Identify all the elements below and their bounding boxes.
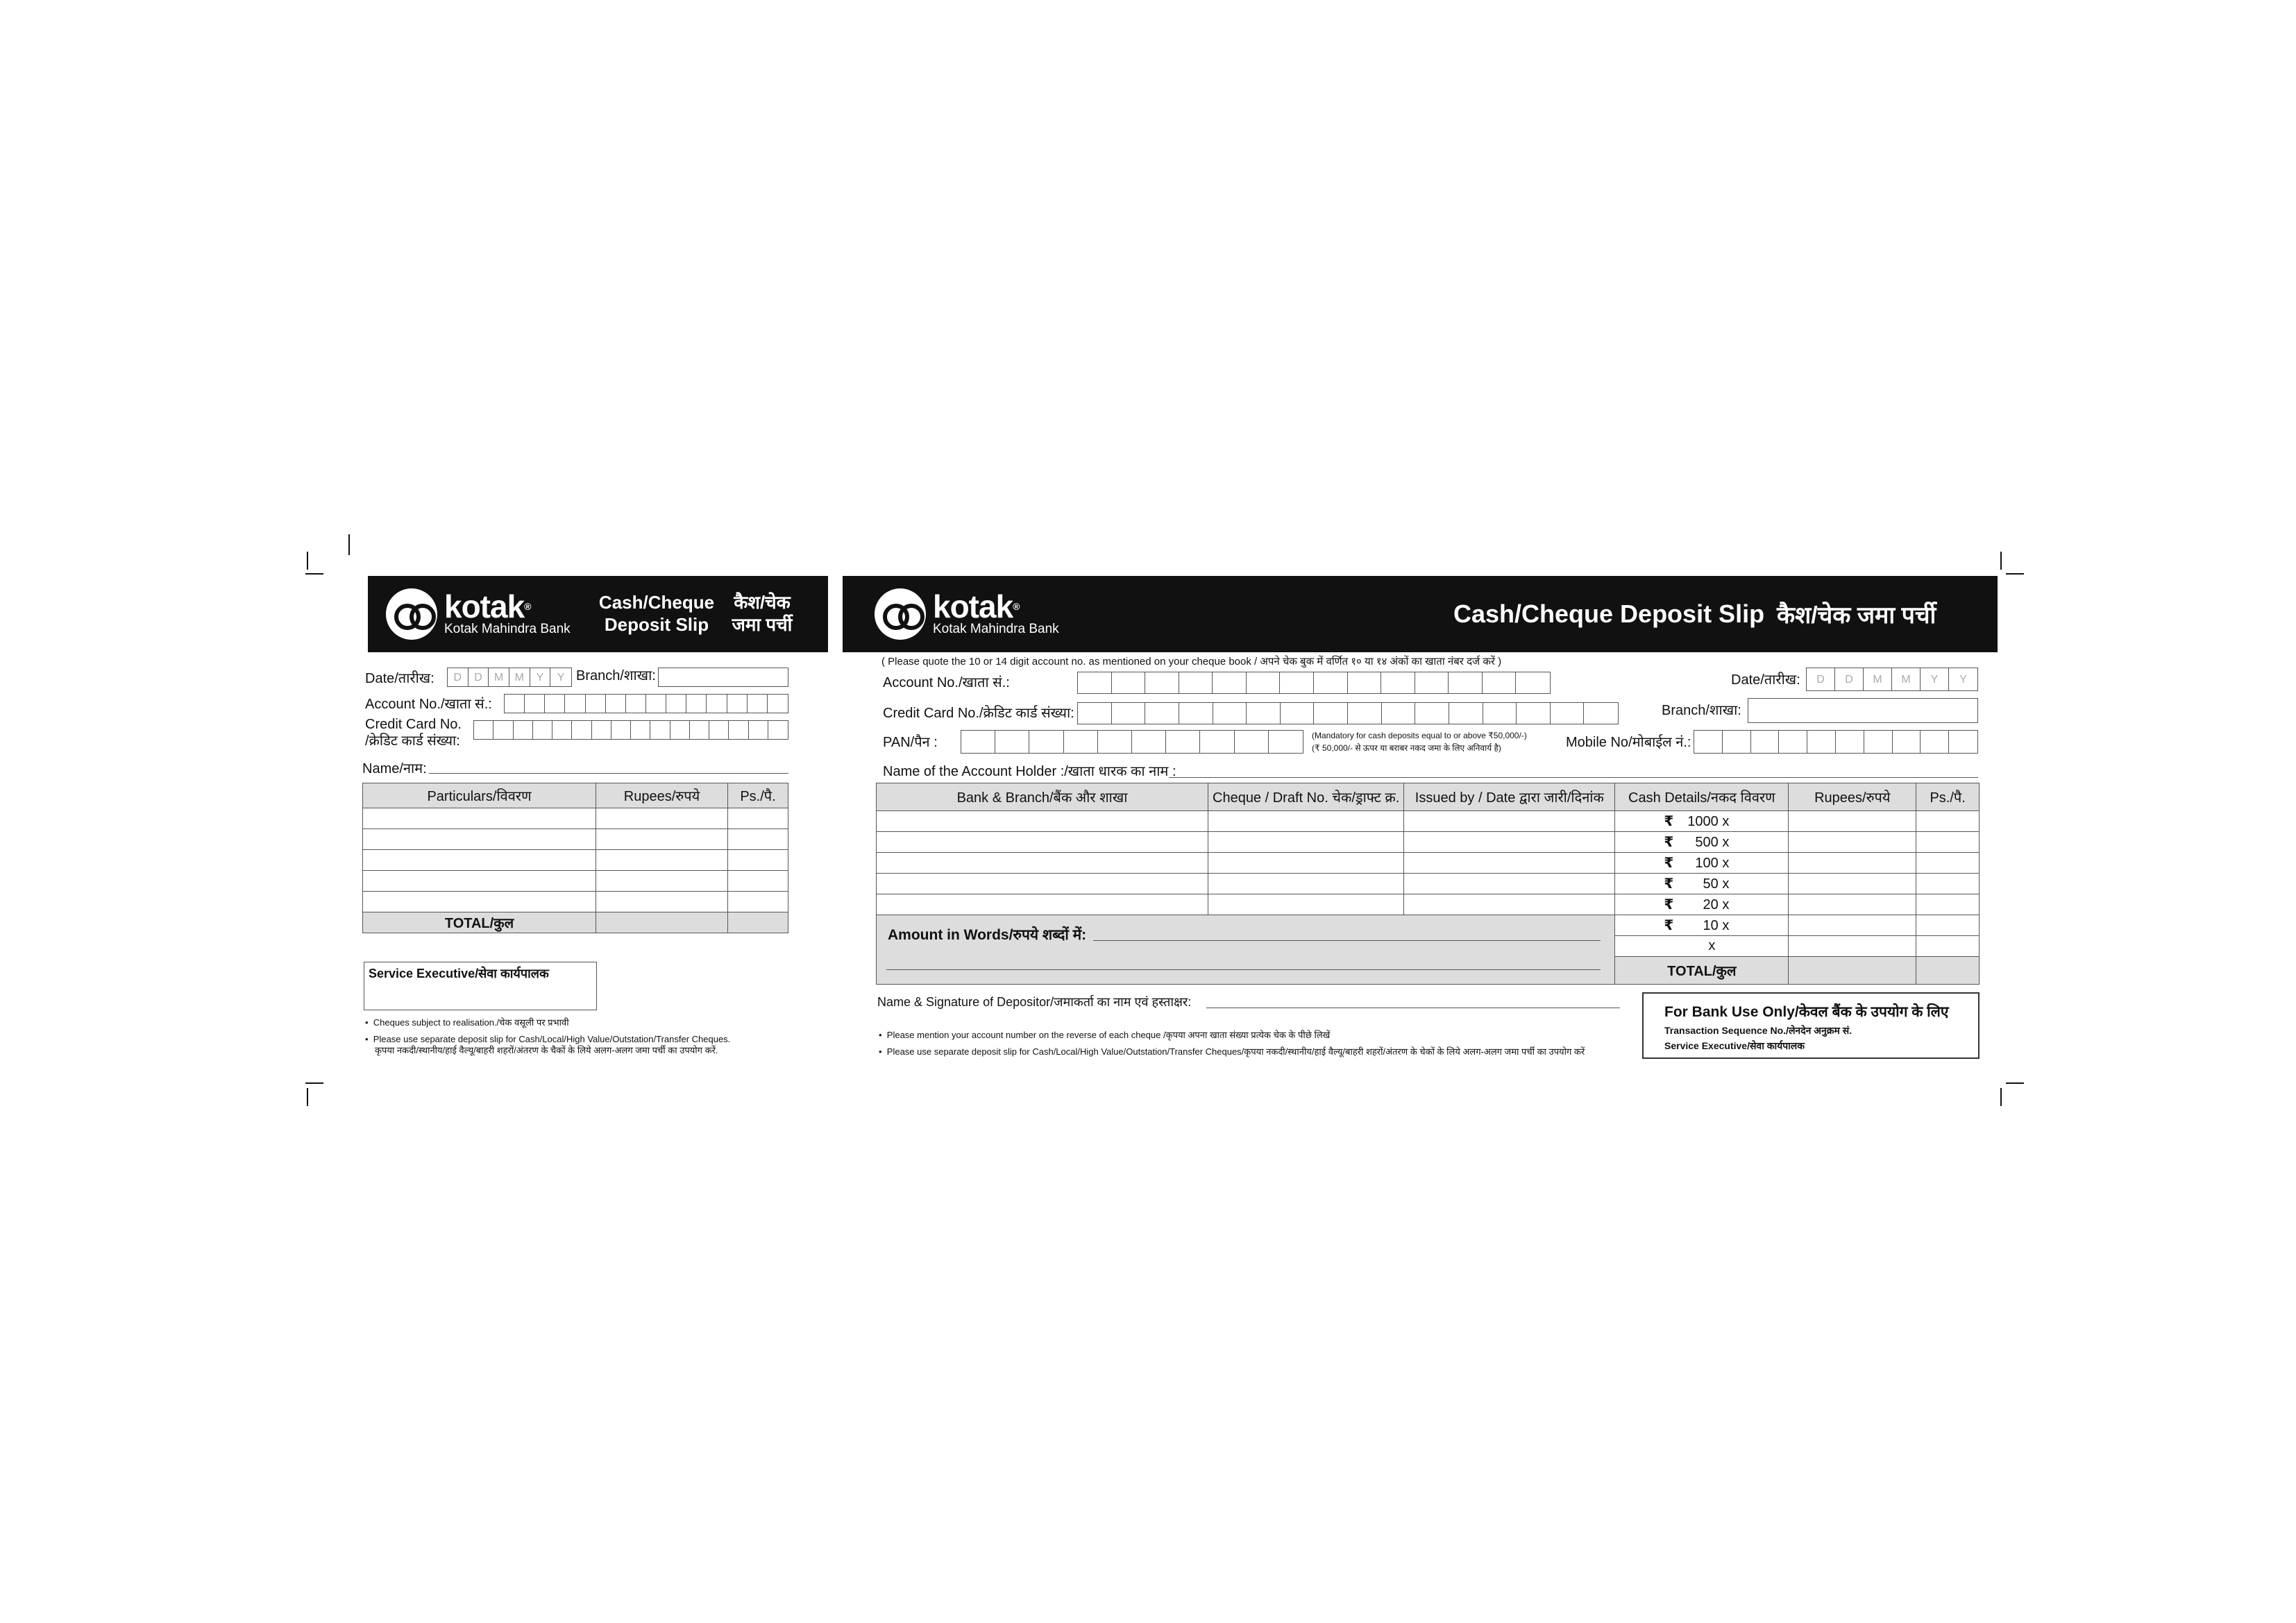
col-particulars: Particulars/विवरण	[363, 783, 596, 808]
digit-box[interactable]	[1807, 731, 1836, 753]
table-row[interactable]	[877, 894, 1980, 915]
digit-box[interactable]	[1213, 703, 1247, 724]
digit-box[interactable]	[670, 721, 690, 739]
digit-box[interactable]: M	[489, 668, 509, 686]
digit-box[interactable]: D	[448, 668, 469, 686]
digit-box[interactable]	[1751, 731, 1780, 753]
main-header	[843, 576, 1998, 652]
digit-box[interactable]	[1483, 703, 1517, 724]
denomination-cell: ₹ 100 x	[1615, 853, 1789, 874]
counterfoil-credit-label: Credit Card No.	[365, 717, 462, 732]
digit-box[interactable]	[709, 721, 729, 739]
denomination-cell: ₹ 500 x	[1615, 832, 1789, 853]
digit-box[interactable]	[545, 695, 565, 713]
digit-box[interactable]	[1864, 731, 1893, 753]
digit-box[interactable]: D	[1835, 668, 1864, 690]
main-deposit-table	[876, 783, 1980, 985]
digit-box[interactable]	[1247, 703, 1281, 724]
amount-in-words-box[interactable]: Amount in Words/रुपये शब्दों में:	[877, 915, 1615, 985]
depositor-signature-label: Name & Signature of Depositor/जमाकर्ता का नाम एवं हस्ताक्षर:	[877, 995, 1192, 1009]
digit-box[interactable]	[1517, 703, 1551, 724]
counterfoil-title-en: Cash/Cheque	[598, 592, 715, 613]
col-bank-branch: Bank & Branch/बैंक और शाखा	[877, 783, 1208, 811]
counterfoil-branch-label: Branch/शाखा:	[576, 668, 656, 683]
digit-box[interactable]	[606, 695, 626, 713]
digit-box[interactable]	[1269, 731, 1303, 753]
digit-box[interactable]	[1112, 703, 1146, 724]
digit-box[interactable]	[768, 721, 788, 739]
digit-box[interactable]	[1029, 731, 1063, 753]
digit-box[interactable]	[1921, 731, 1949, 753]
crop-mark	[307, 1088, 308, 1106]
table-row[interactable]	[877, 853, 1980, 874]
denomination-cell: x	[1615, 936, 1789, 957]
digit-box[interactable]	[1235, 731, 1269, 753]
account-quote-note: ( Please quote the 10 or 14 digit account no. as mentioned on your cheque book / अपने चेक बुक में वर्णित १० या १४ अंकों का खाता नंबर दर्ज करें )	[881, 656, 1502, 668]
digit-box[interactable]: D	[469, 668, 489, 686]
digit-box[interactable]	[626, 695, 646, 713]
digit-box[interactable]	[707, 695, 727, 713]
main-title-hi: कैश/चेक जमा पर्ची	[1777, 602, 1936, 629]
counterfoil-name-label: Name/नाम:	[362, 761, 427, 776]
crop-mark	[2006, 1082, 2024, 1084]
digit-box[interactable]: Y	[557, 672, 565, 683]
col-rupees: Rupees/रुपये	[596, 783, 728, 808]
pan-label: PAN/पैन :	[883, 735, 938, 750]
digit-box[interactable]: M	[1864, 668, 1892, 690]
digit-box[interactable]	[995, 731, 1029, 753]
main-date-label: Date/तारीख:	[1731, 672, 1800, 688]
crop-mark	[2000, 1088, 2002, 1106]
digit-box[interactable]	[961, 731, 995, 753]
counterfoil-credit-card-field[interactable]	[473, 720, 788, 740]
main-total-paise[interactable]	[1916, 957, 1980, 985]
digit-box[interactable]	[1281, 703, 1315, 724]
table-row[interactable]	[877, 832, 1980, 853]
denomination-cell: ₹ 1000 x	[1615, 811, 1789, 832]
digit-box[interactable]	[1200, 731, 1234, 753]
digit-box[interactable]	[1348, 703, 1382, 724]
bank-use-only-box: For Bank Use Only/केवल बैंक के उपयोग के लिए Transaction Sequence No./लेनदेन अनुक्रम सं. Service Executive/सेवा कार्यपालक	[1642, 992, 1980, 1059]
digit-box[interactable]	[1064, 731, 1098, 753]
digit-box[interactable]	[1078, 703, 1112, 724]
table-row[interactable]	[363, 808, 788, 829]
counterfoil-date-field[interactable]	[447, 668, 572, 687]
main-credit-label: Credit Card No./क्रेडिट कार्ड संख्या:	[883, 706, 1074, 721]
digit-box[interactable]	[690, 721, 709, 739]
digit-box[interactable]	[525, 695, 545, 713]
digit-box[interactable]	[1166, 731, 1200, 753]
digit-box[interactable]	[666, 695, 686, 713]
digit-box[interactable]	[686, 695, 707, 713]
col-rupees: Rupees/रुपये	[1789, 783, 1916, 811]
digit-box[interactable]: Y	[1959, 674, 1967, 686]
digit-box[interactable]	[729, 721, 748, 739]
counterfoil-note-1: • Cheques subject to realisation./चेक वसूली पर प्रभावी	[365, 1017, 569, 1028]
digit-box[interactable]	[748, 695, 768, 713]
crop-mark	[2006, 573, 2024, 575]
pan-note-hi: (₹ 50,000/- से ऊपर या बराबर नकद जमा के लिए अनिवार्य है)	[1312, 743, 1501, 753]
counterfoil-branch-field[interactable]	[658, 668, 788, 687]
digit-box[interactable]	[611, 721, 631, 739]
crop-mark	[305, 573, 323, 575]
counterfoil-note-2: • Please use separate deposit slip for Cash/Local/High Value/Outstation/Transfer Cheques.	[365, 1034, 731, 1044]
digit-box[interactable]	[646, 695, 666, 713]
kotak-logo-icon	[386, 588, 437, 640]
digit-box[interactable]	[1098, 731, 1132, 753]
digit-box[interactable]	[1551, 703, 1585, 724]
col-cash-details: Cash Details/नकद विवरण	[1615, 783, 1789, 811]
table-row[interactable]	[877, 874, 1980, 894]
table-row[interactable]	[363, 892, 788, 912]
kotak-logo-icon	[875, 588, 926, 640]
digit-box[interactable]	[474, 721, 493, 739]
kotak-logo: kotak® Kotak Mahindra Bank	[875, 588, 1059, 640]
digit-box[interactable]	[650, 721, 670, 739]
digit-box[interactable]: Y	[530, 668, 551, 686]
digit-box[interactable]	[1112, 672, 1146, 693]
account-holder-label: Name of the Account Holder :/खाता धारक का नाम :	[883, 764, 1176, 779]
digit-box[interactable]	[1348, 672, 1382, 693]
counterfoil-table	[362, 783, 788, 933]
main-account-label: Account No./खाता सं.:	[883, 675, 1010, 690]
digit-box[interactable]	[1449, 672, 1483, 693]
main-note-1: • Please mention your account number on the reverse of each cheque /कृपया अपना खाता संख्या प्रत्येक चेक के पीछे लिखें	[879, 1030, 1331, 1040]
main-title-en: Cash/Cheque Deposit Slip	[1453, 600, 1765, 628]
pan-field[interactable]	[961, 730, 1303, 754]
digit-box[interactable]	[1893, 731, 1921, 753]
digit-box[interactable]: M	[1892, 668, 1921, 690]
digit-box[interactable]	[1145, 672, 1179, 693]
digit-box[interactable]	[1949, 731, 1977, 753]
digit-box[interactable]	[533, 721, 552, 739]
counterfoil-total-rupees[interactable]	[596, 912, 728, 933]
digit-box[interactable]	[505, 695, 525, 713]
digit-box[interactable]	[1483, 672, 1517, 693]
digit-box[interactable]	[572, 721, 591, 739]
digit-box[interactable]	[1381, 672, 1415, 693]
digit-box[interactable]	[1415, 703, 1449, 724]
digit-box[interactable]: Y	[1921, 668, 1949, 690]
table-row[interactable]	[363, 871, 788, 892]
denomination-cell: ₹ 10 x	[1615, 915, 1789, 936]
digit-box[interactable]	[1280, 672, 1314, 693]
counterfoil-account-field[interactable]	[504, 694, 788, 713]
digit-box[interactable]	[1584, 703, 1618, 724]
counterfoil-date-label: Date/तारीख:	[365, 671, 434, 686]
digit-box[interactable]	[1694, 731, 1723, 753]
counterfoil-header: kotak® Kotak Mahindra Bank Cash/Cheque Deposit Slip कैश/चेक जमा पर्ची	[368, 576, 828, 652]
digit-box[interactable]	[1132, 731, 1166, 753]
digit-box[interactable]	[1516, 672, 1550, 693]
digit-box[interactable]: M	[509, 668, 530, 686]
digit-box[interactable]	[1723, 731, 1751, 753]
account-holder-field[interactable]	[1169, 777, 1978, 778]
digit-box[interactable]	[552, 721, 572, 739]
col-issued-by: Issued by / Date द्वारा जारी/दिनांक	[1404, 783, 1615, 811]
counterfoil-total-label: TOTAL/कुल	[363, 912, 596, 933]
col-paise: Ps./पै.	[1916, 783, 1980, 811]
digit-box[interactable]	[1415, 672, 1449, 693]
crop-mark	[2000, 552, 2002, 570]
digit-box[interactable]	[1145, 703, 1179, 724]
main-branch-label: Branch/शाखा:	[1662, 703, 1741, 718]
counterfoil-name-field[interactable]	[429, 773, 788, 774]
main-total-rupees[interactable]	[1789, 957, 1916, 985]
col-cheque-no: Cheque / Draft No. चेक/ड्राफ्ट क्र.	[1208, 783, 1404, 811]
counterfoil-account-label: Account No./खाता सं.:	[365, 697, 492, 712]
digit-box[interactable]	[514, 721, 533, 739]
digit-box[interactable]	[1078, 672, 1112, 693]
digit-box[interactable]	[727, 695, 748, 713]
digit-box[interactable]	[1314, 703, 1348, 724]
col-paise: Ps./पै.	[728, 783, 788, 808]
digit-box[interactable]	[1382, 703, 1416, 724]
main-credit-card-field[interactable]	[1077, 702, 1619, 724]
crop-mark	[348, 534, 350, 555]
denomination-cell: ₹ 20 x	[1615, 894, 1789, 915]
table-row[interactable]	[363, 850, 788, 871]
digit-box[interactable]	[1836, 731, 1864, 753]
digit-box[interactable]	[586, 695, 606, 713]
counterfoil-service-executive-box[interactable]: Service Executive/सेवा कार्यपालक	[364, 962, 597, 1010]
main-branch-field[interactable]	[1748, 698, 1978, 723]
digit-box[interactable]	[592, 721, 611, 739]
main-account-field[interactable]	[1077, 672, 1551, 694]
digit-box[interactable]	[565, 695, 585, 713]
crop-mark	[307, 552, 308, 570]
counterfoil-total-paise[interactable]	[728, 912, 788, 933]
digit-box[interactable]	[749, 721, 768, 739]
digit-box[interactable]	[1779, 731, 1807, 753]
main-date-field[interactable]	[1806, 668, 1978, 691]
digit-box[interactable]	[1247, 672, 1281, 693]
mobile-label: Mobile No/मोबाईल नं.:	[1566, 735, 1691, 750]
table-row[interactable]	[363, 829, 788, 850]
digit-box[interactable]	[1179, 703, 1213, 724]
counterfoil-title-hi: कैश/चेक	[734, 592, 791, 613]
digit-box[interactable]	[768, 695, 788, 713]
digit-box[interactable]	[1179, 672, 1213, 693]
digit-box[interactable]: D	[1807, 668, 1835, 690]
digit-box[interactable]	[1449, 703, 1483, 724]
digit-box[interactable]	[631, 721, 650, 739]
digit-box[interactable]	[493, 721, 513, 739]
digit-box[interactable]	[1314, 672, 1348, 693]
table-row[interactable]	[877, 811, 1980, 832]
kotak-logo: kotak® Kotak Mahindra Bank	[386, 588, 571, 640]
main-total-label: TOTAL/कुल	[1615, 957, 1789, 985]
denomination-cell: ₹ 50 x	[1615, 874, 1789, 894]
digit-box[interactable]	[1213, 672, 1247, 693]
main-note-2: • Please use separate deposit slip for Cash/Local/High Value/Outstation/Transfer Cheques/कृपया नकदी/स्थानीय/हाई वैल्यू/बाहरी शहरों/अंतरण के चेकों के लिये अलग-अलग जमा पर्ची का उपयोग करें	[879, 1046, 1585, 1057]
mobile-field[interactable]	[1694, 730, 1978, 754]
crop-mark	[305, 1082, 323, 1084]
pan-note-en: (Mandatory for cash deposits equal to or above ₹50,000/-)	[1312, 731, 1527, 740]
